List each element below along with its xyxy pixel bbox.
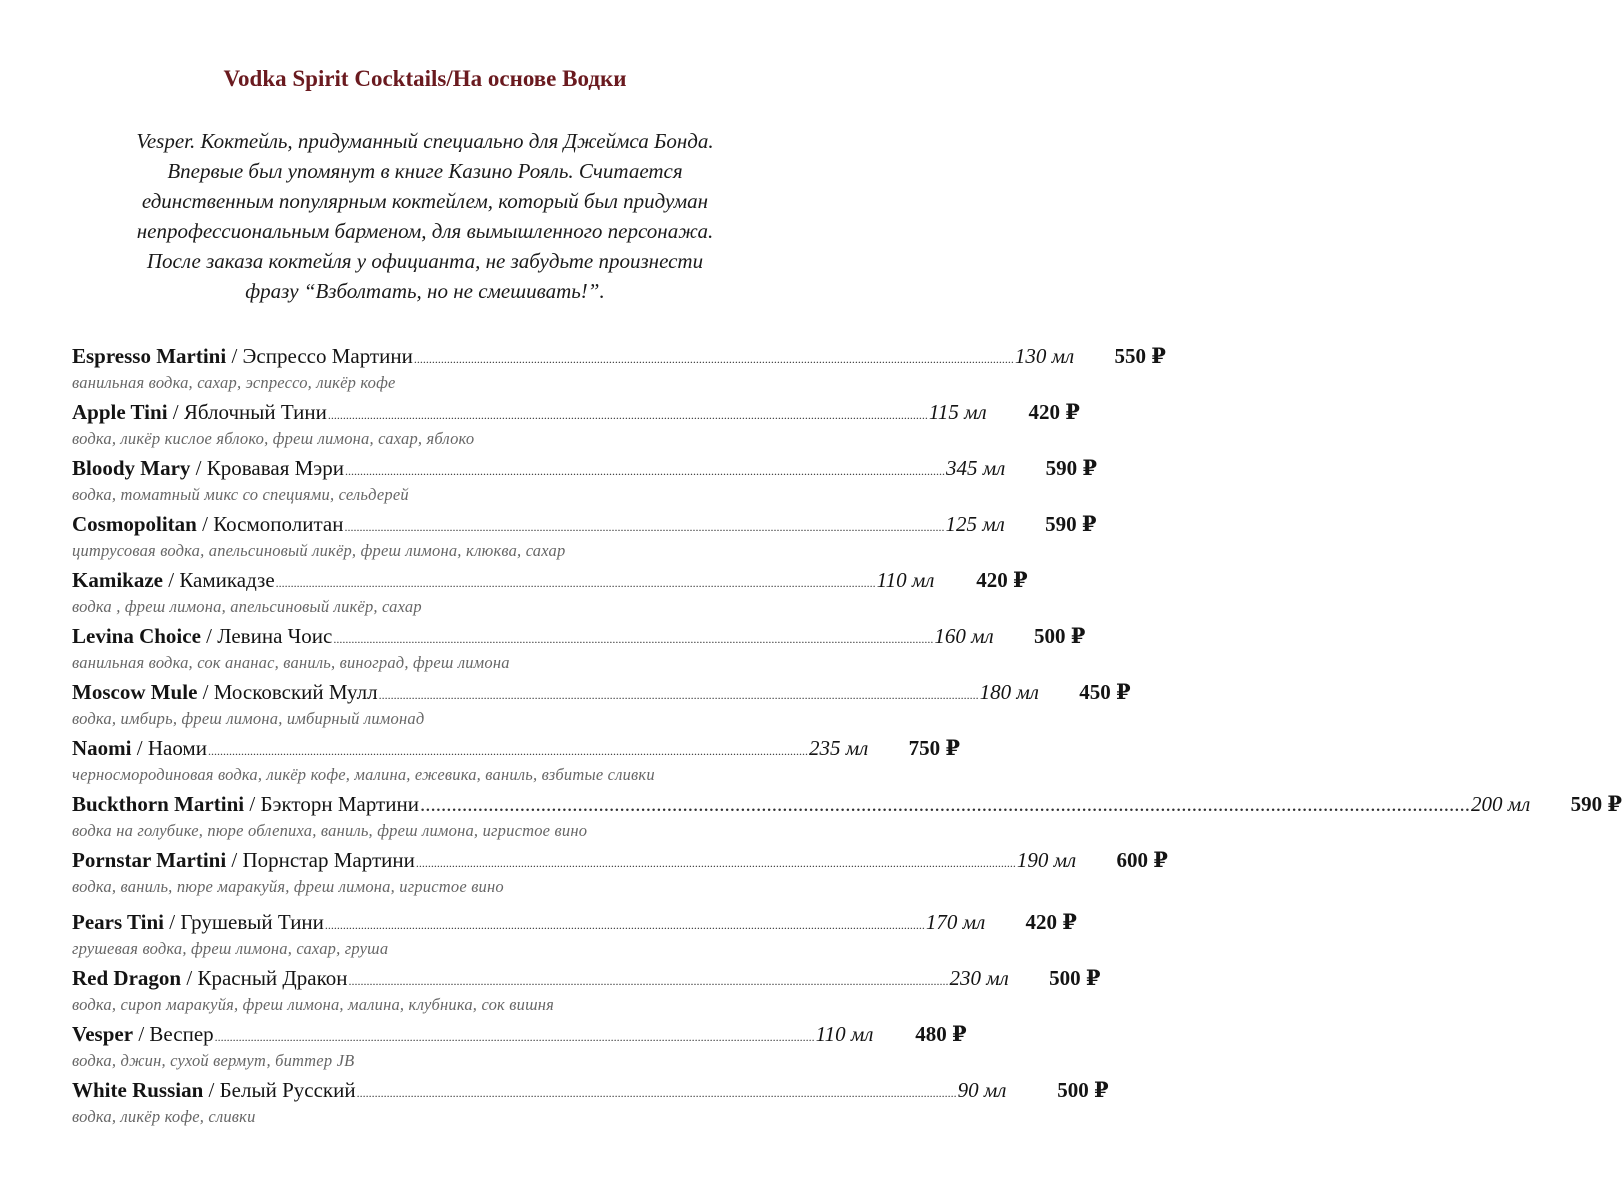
name-separator: / xyxy=(162,568,180,592)
item-description: водка , фреш лимона, апельсиновый ликёр, сахар xyxy=(72,597,422,616)
menu-item-header xyxy=(72,396,1080,428)
menu-item-header xyxy=(72,906,1077,938)
item-volume: 125 мл xyxy=(945,512,1005,536)
menu-item xyxy=(72,676,1131,732)
item-description: цитрусовая водка, апельсиновый ликёр, фреш лимона, клюква, сахар xyxy=(72,541,566,560)
item-name-ru: Московский Мулл xyxy=(213,680,378,704)
dot-leader: ........................................................................................................................................................................................................ xyxy=(214,1030,815,1044)
menu-item xyxy=(72,1074,1109,1130)
item-price: 750 ₽ xyxy=(908,736,960,760)
item-description: водка, имбирь, фреш лимона, имбирный лимонад xyxy=(72,709,425,728)
name-separator: / xyxy=(196,512,214,536)
name-separator: / xyxy=(167,400,184,424)
item-name-ru: Наоми xyxy=(147,736,207,760)
item-volume: 200 мл xyxy=(1470,792,1531,816)
dot-leader: ........................................................................................................................................................................................................ xyxy=(207,744,808,758)
intro-line: непрофессиональным барменом, для вымышленного персонажа. xyxy=(136,219,714,243)
intro-line: Впервые был упомянут в книге Казино Рояль. Считается xyxy=(167,159,683,183)
menu-item-header xyxy=(72,1018,967,1050)
intro-line: Vesper. Коктейль, придуманный специально для Джеймса Бонда. xyxy=(136,129,714,153)
item-description: водка, джин, сухой вермут, биттер JB xyxy=(72,1051,355,1070)
item-description: грушевая водка, фреш лимона, сахар, груша xyxy=(72,939,389,958)
item-price: 420 ₽ xyxy=(1025,910,1077,934)
item-name-en: Red Dragon xyxy=(72,966,182,990)
intro-line: фразу “Взболтать, но не смешивать!”. xyxy=(245,279,605,303)
item-volume: 130 мл xyxy=(1014,344,1075,368)
item-name-en: White Russian xyxy=(72,1078,204,1102)
dot-leader: ........................................................................................................................................................................................................ xyxy=(333,632,934,646)
item-volume: 110 мл xyxy=(815,1022,874,1046)
menu-item-header xyxy=(72,564,1028,596)
menu-item-header xyxy=(72,620,1086,652)
menu-item-header xyxy=(72,676,1131,708)
name-separator: / xyxy=(226,848,243,872)
item-volume: 190 мл xyxy=(1016,848,1077,872)
menu-item-header xyxy=(72,732,960,764)
menu-item xyxy=(72,620,1086,676)
menu-item xyxy=(72,906,1077,962)
menu-item xyxy=(72,396,1080,452)
name-separator: / xyxy=(181,966,198,990)
item-description: водка, сироп маракуйя, фреш лимона, малина, клубника, сок вишня xyxy=(72,995,554,1014)
item-price: 500 ₽ xyxy=(1049,966,1101,990)
item-name-en: Buckthorn Martini xyxy=(72,792,245,816)
item-name-ru: Кровавая Мэри xyxy=(206,456,345,480)
item-name-ru: Космополитан xyxy=(213,512,344,536)
menu-item xyxy=(72,732,960,788)
dot-leader: ........................................................................................................................................................................................................ xyxy=(415,856,1016,870)
dot-leader: ........................................................................................................................................................................................................ xyxy=(324,918,925,932)
menu-item-header xyxy=(72,508,1097,540)
menu-item-header xyxy=(72,962,1101,994)
item-name-en: Moscow Mule xyxy=(72,680,198,704)
item-name-ru: Веспер xyxy=(149,1022,214,1046)
item-price: 600 ₽ xyxy=(1116,848,1168,872)
item-price: 500 ₽ xyxy=(1033,624,1086,648)
cocktail-list xyxy=(72,340,1622,1130)
item-name-ru: Эспрессо Мартини xyxy=(242,344,413,368)
item-price: 590 ₽ xyxy=(1045,512,1097,536)
item-name-en: Pornstar Martini xyxy=(72,848,227,872)
item-description: ванильная водка, сахар, эспрессо, ликёр кофе xyxy=(72,373,396,392)
name-separator: / xyxy=(244,792,261,816)
menu-section-title: Vodka Spirit Cocktails/На основе Водки xyxy=(223,66,627,91)
menu-item-header xyxy=(72,1074,1109,1106)
menu-item xyxy=(72,564,1028,620)
item-description: водка, ликёр кофе, сливки xyxy=(72,1107,256,1126)
dot-leader: ........................................................................................................................................................................................................ xyxy=(378,688,979,702)
intro-line: После заказа коктейля у официанта, не забудьте произнести xyxy=(146,249,704,273)
item-price: 420 ₽ xyxy=(976,568,1028,592)
item-name-ru: Грушевый Тини xyxy=(180,910,324,934)
item-volume: 180 мл xyxy=(979,680,1039,704)
name-separator: / xyxy=(133,1022,150,1046)
dot-leader: ........................................................................................................................................................................................................ xyxy=(344,520,945,534)
item-price: 550 ₽ xyxy=(1114,344,1166,368)
dot-leader: ........................................................................................................................................................................................................ xyxy=(356,1086,957,1100)
dot-leader: ........................................................................................................................................................................................................ xyxy=(348,974,949,988)
item-name-en: Naomi xyxy=(72,736,132,760)
item-name-en: Pears Tini xyxy=(72,910,164,934)
menu-item-header xyxy=(72,340,1166,372)
menu-item xyxy=(72,962,1101,1018)
menu-item xyxy=(72,788,1622,844)
item-volume: 115 мл xyxy=(928,400,987,424)
item-price: 590 ₽ xyxy=(1570,792,1622,816)
item-description: водка, ваниль, пюре маракуйя, фреш лимона, игристое вино xyxy=(72,877,504,896)
menu-item xyxy=(72,452,1098,508)
name-separator: / xyxy=(164,910,181,934)
name-separator: / xyxy=(226,344,243,368)
dot-leader: ........................................................................................................................................................................................................ xyxy=(275,576,876,590)
item-volume: 230 мл xyxy=(949,966,1009,990)
dot-leader: ........................................................................................................................................................................................................ xyxy=(419,792,1470,816)
item-name-en: Vesper xyxy=(72,1022,134,1046)
item-volume: 160 мл xyxy=(934,624,994,648)
item-name-ru: Левина Чоис xyxy=(217,624,333,648)
item-name-en: Bloody Mary xyxy=(72,456,191,480)
item-volume: 110 мл xyxy=(876,568,935,592)
intro-paragraph xyxy=(60,126,790,306)
item-name-ru: Камикадзе xyxy=(179,568,275,592)
item-name-ru: Белый Русский xyxy=(219,1078,356,1102)
menu-item-header xyxy=(72,788,1622,820)
item-volume: 90 мл xyxy=(957,1078,1007,1102)
item-price: 420 ₽ xyxy=(1028,400,1080,424)
name-separator: / xyxy=(203,1078,220,1102)
menu-item xyxy=(72,340,1166,396)
item-price: 590 ₽ xyxy=(1045,456,1098,480)
name-separator: / xyxy=(131,736,148,760)
item-volume: 170 мл xyxy=(925,910,986,934)
intro-line: единственным популярным коктейлем, который был придуман xyxy=(141,189,709,213)
dot-leader: ........................................................................................................................................................................................................ xyxy=(345,464,946,478)
item-name-en: Levina Choice xyxy=(72,624,201,648)
item-name-en: Espresso Martini xyxy=(72,344,227,368)
item-volume: 235 мл xyxy=(808,736,869,760)
item-volume: 345 мл xyxy=(946,456,1006,480)
name-separator: / xyxy=(197,680,214,704)
item-name-en: Kamikaze xyxy=(72,568,163,592)
item-price: 480 ₽ xyxy=(915,1022,967,1046)
item-description: ванильная водка, сок ананас, ваниль, виноград, фреш лимона xyxy=(72,653,510,672)
item-name-en: Cosmopolitan xyxy=(72,512,197,536)
item-name-ru: Бэкторн Мартини xyxy=(260,792,419,816)
name-separator: / xyxy=(200,624,218,648)
item-name-ru: Яблочный Тини xyxy=(183,400,327,424)
dot-leader: ........................................................................................................................................................................................................ xyxy=(327,408,928,422)
menu-item-header xyxy=(72,844,1168,876)
item-description: водка, ликёр кислое яблоко, фреш лимона, сахар, яблоко xyxy=(72,429,475,448)
item-name-ru: Порнстар Мартини xyxy=(242,848,415,872)
menu-item xyxy=(72,1018,967,1074)
dot-leader: ........................................................................................................................................................................................................ xyxy=(413,352,1014,366)
menu-item-header xyxy=(72,452,1098,484)
menu-item xyxy=(72,508,1097,564)
menu-item xyxy=(72,844,1168,906)
item-name-en: Apple Tini xyxy=(72,400,168,424)
item-price: 450 ₽ xyxy=(1079,680,1131,704)
item-description: водка на голубике, пюре облепиха, ваниль, фреш лимона, игристое вино xyxy=(72,821,588,840)
item-description: черносмородиновая водка, ликёр кофе, малина, ежевика, ваниль, взбитые сливки xyxy=(72,765,655,784)
item-description: водка, томатный микс со специями, сельдерей xyxy=(72,485,409,504)
item-price: 500 ₽ xyxy=(1057,1078,1109,1102)
name-separator: / xyxy=(190,456,207,480)
item-name-ru: Красный Дракон xyxy=(197,966,348,990)
